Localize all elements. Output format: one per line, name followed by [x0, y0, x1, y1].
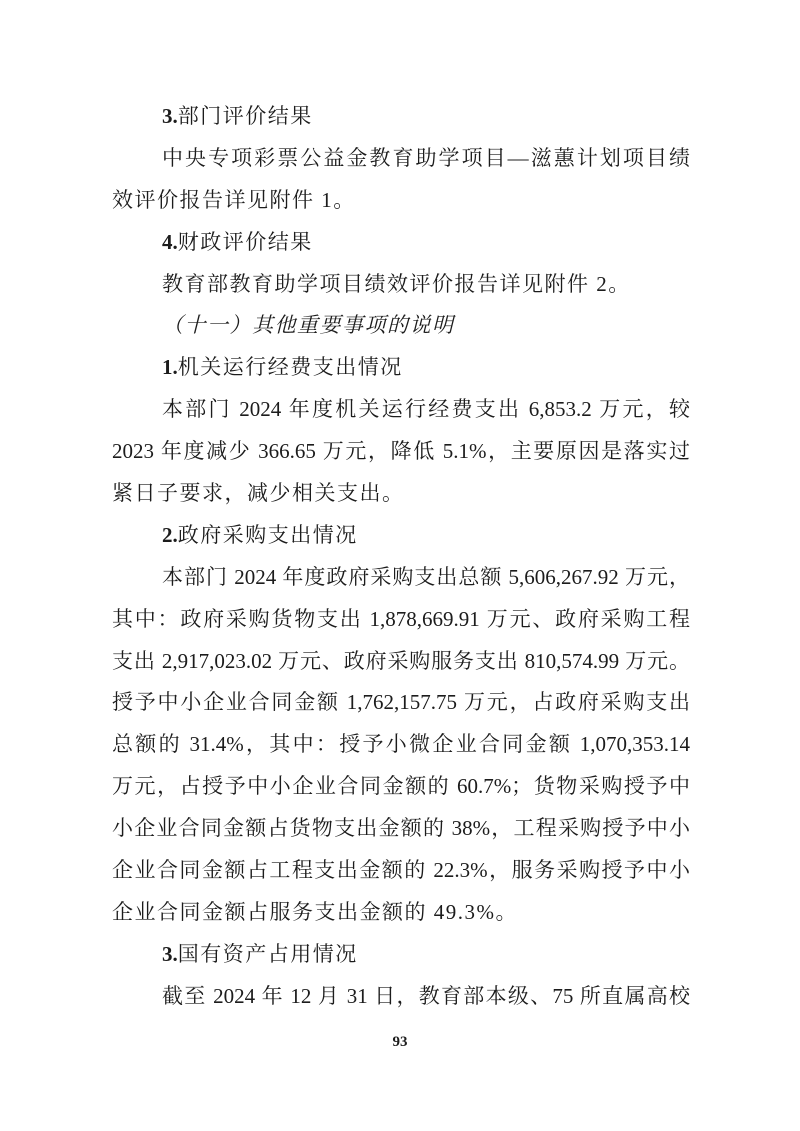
document-body — [112, 96, 690, 1018]
text-line: 教育部教育助学项目绩效评价报告详见附件 2。 — [162, 271, 631, 296]
item-number: 3. — [162, 941, 178, 966]
text-line: 企业合同金额占服务支出金额的 49.3%。 — [112, 899, 518, 924]
heading-line: 3.国有资产占用情况 — [162, 941, 358, 966]
item-number: 4. — [162, 229, 178, 254]
text-line: 企业合同金额占工程支出金额的 22.3%，服务采购授予中小 — [112, 858, 690, 883]
text-line: 万元，占授予中小企业合同金额的 60.7%；货物采购授予中 — [112, 774, 690, 799]
text-line: （十一）其他重要事项的说明 — [162, 313, 455, 338]
item-number: 2. — [162, 522, 178, 547]
text-line: 小企业合同金额占货物支出金额的 38%，工程采购授予中小 — [112, 816, 690, 841]
heading-line: 3.部门评价结果 — [162, 104, 313, 128]
heading-line: 2.政府采购支出情况 — [162, 522, 358, 547]
text-line: 本部门 2024 年度政府采购支出总额 5,606,267.92 万元， — [162, 564, 690, 589]
heading-line: 1.机关运行经费支出情况 — [162, 355, 403, 380]
text-line: 截至 2024 年 12 月 31 日，教育部本级、75 所直属高校 — [162, 983, 690, 1008]
heading-line: 4.财政评价结果 — [162, 229, 313, 254]
text-line: 中央专项彩票公益金教育助学项目—滋蕙计划项目绩 — [162, 145, 690, 170]
text-line: 其中：政府采购货物支出 1,878,669.91 万元、政府采购工程 — [112, 606, 690, 631]
text-line: 2023 年度减少 366.65 万元，降低 5.1%，主要原因是落实过 — [112, 439, 690, 464]
text-line: 本部门 2024 年度机关运行经费支出 6,853.2 万元，较 — [162, 397, 690, 422]
text-line: 支出 2,917,023.02 万元、政府采购服务支出 810,574.99 万元。 — [112, 648, 690, 673]
text-line: 总额的 31.4%，其中：授予小微企业合同金额 1,070,353.14 — [112, 732, 690, 757]
text-line: 授予中小企业合同金额 1,762,157.75 万元，占政府采购支出 — [112, 690, 690, 715]
item-number: 1. — [162, 355, 178, 380]
item-number: 3. — [162, 104, 178, 128]
text-line: 紧日子要求，减少相关支出。 — [112, 481, 405, 506]
text-line: 效评价报告详见附件 1。 — [112, 187, 356, 212]
page-number: 93 — [392, 1034, 408, 1050]
